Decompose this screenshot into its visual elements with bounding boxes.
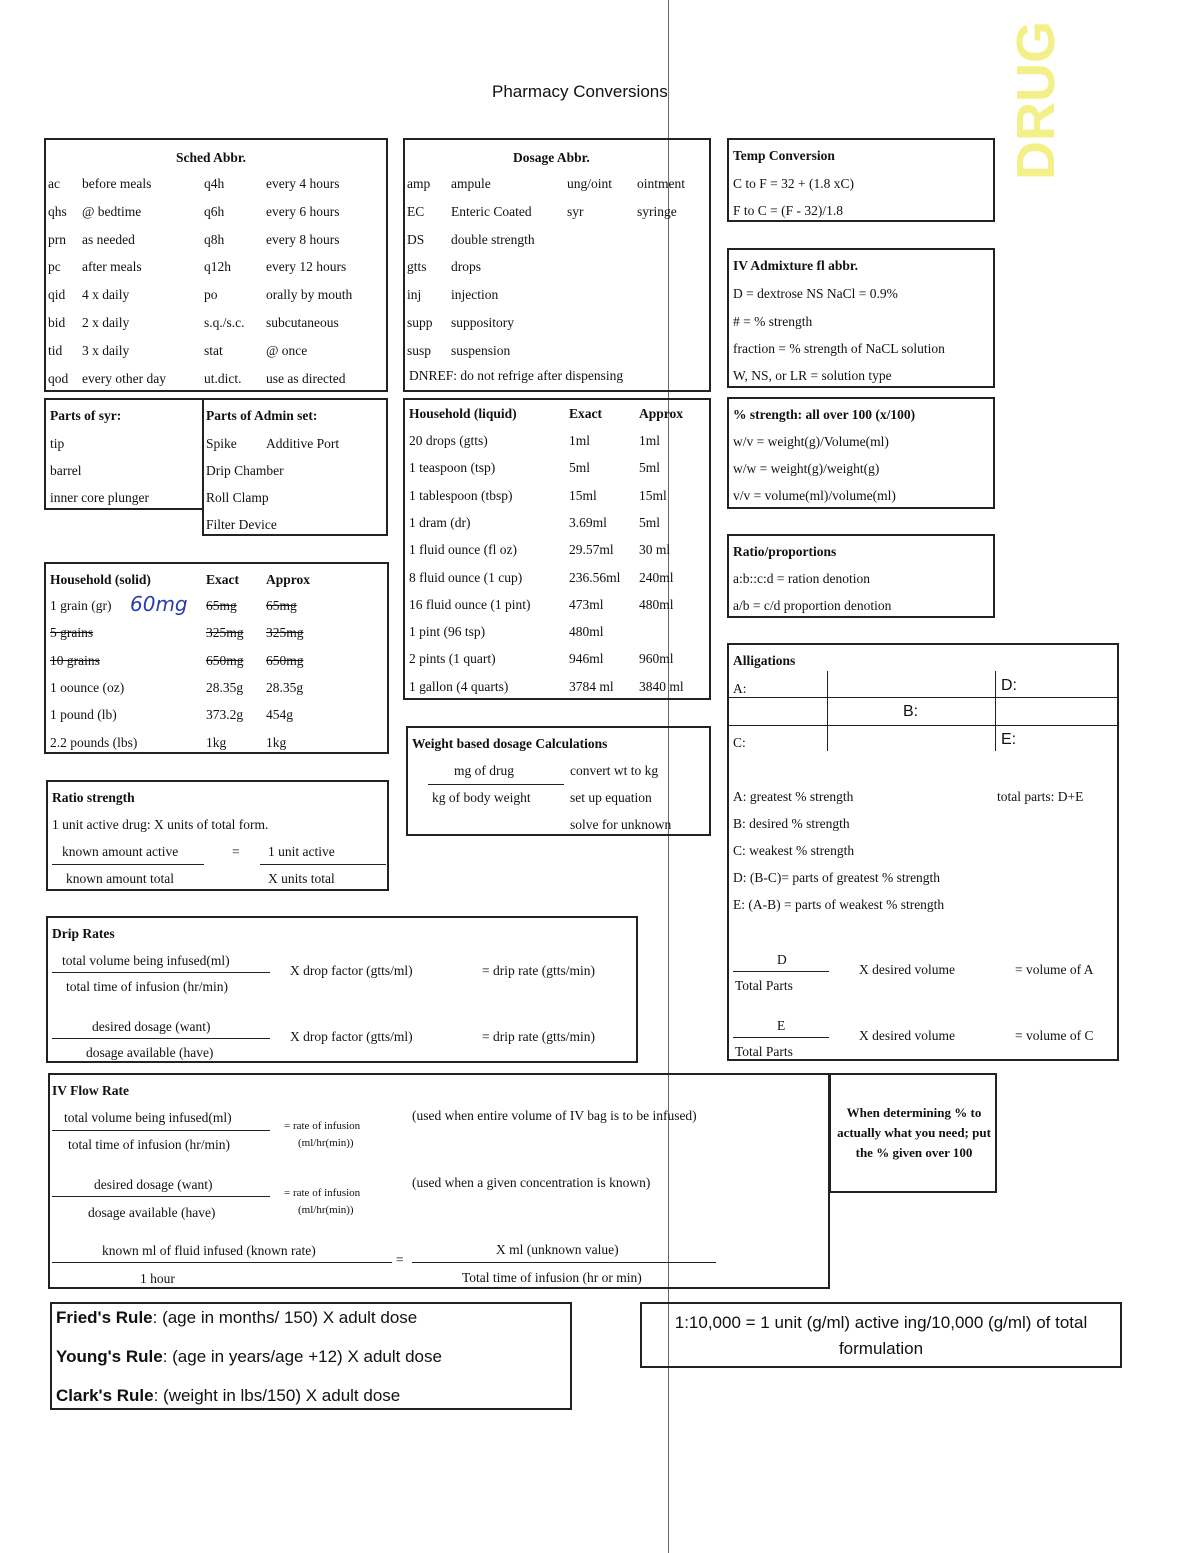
sched-cell: pc xyxy=(48,259,61,275)
sched-cell: every 8 hours xyxy=(266,231,340,247)
ratio-eq: = xyxy=(232,844,240,859)
dosage-cell: Enteric Coated xyxy=(451,203,532,219)
handwritten-note: 60mg xyxy=(130,592,188,616)
syr-item: tip xyxy=(50,436,65,451)
alligation-legend: B: desired % strength xyxy=(733,816,850,831)
dosage-cell: ointment xyxy=(637,176,685,191)
dosage-cell: EC xyxy=(407,203,425,219)
solid-cell: 325mg xyxy=(206,625,244,641)
ratio-note-box xyxy=(640,1302,1122,1368)
percent-strength-box xyxy=(727,397,995,509)
alligation-c: C: xyxy=(733,735,746,750)
solid-cell: 650mg xyxy=(266,652,304,668)
alligation-e: E: xyxy=(1001,731,1017,748)
admin-item: Drip Chamber xyxy=(206,463,284,478)
alligation-d: D: xyxy=(1001,677,1017,694)
alligation-legend: C: weakest % strength xyxy=(733,843,855,858)
solid-cell: 2.2 pounds (lbs) xyxy=(50,734,138,750)
dosage-cell: ung/oint xyxy=(567,176,613,191)
liquid-cell: 16 fluid ounce (1 pint) xyxy=(409,596,531,612)
weight-step: set up equation xyxy=(570,790,652,805)
sched-cell: use as directed xyxy=(266,370,346,386)
f2-num: E xyxy=(777,1018,786,1033)
liquid-cell: 946ml xyxy=(569,651,604,667)
fraction-line xyxy=(412,1262,716,1263)
drip-f2-den: dosage available (have) xyxy=(86,1045,214,1060)
liquid-cell: 20 drops (gtts) xyxy=(409,433,488,448)
ivf2-note: (used when a given concentration is known) xyxy=(412,1175,651,1190)
dosage-cell: drops xyxy=(451,259,481,275)
drip-f1-den: total time of infusion (hr/min) xyxy=(66,979,228,994)
liquid-cell: 29.57ml xyxy=(569,542,614,558)
alligation-b: B: xyxy=(903,703,919,720)
solid-cell: 10 grains xyxy=(50,652,100,668)
iv-admix-line: # = % strength xyxy=(733,314,813,329)
ratio-ln: known amount active xyxy=(62,844,179,859)
syr-item: barrel xyxy=(50,463,82,478)
ratio-strength-line: 1 unit active drug: X units of total form. xyxy=(52,817,269,832)
solid-cell: 1kg xyxy=(266,734,287,750)
admin-item: Spike xyxy=(206,436,237,451)
weight-dosage-box xyxy=(406,726,711,836)
grid-line xyxy=(827,671,828,751)
pediatric-rules-box xyxy=(50,1302,572,1410)
fraction-line xyxy=(52,864,204,865)
iv-admix-line: D = dextrose NS NaCl = 0.9% xyxy=(733,286,898,301)
strength-heading: % strength: all over 100 (x/100) xyxy=(733,407,916,422)
sched-cell: as needed xyxy=(82,231,135,247)
liquid-cell: 1ml xyxy=(639,433,661,448)
iv-flow-rate-box xyxy=(48,1073,830,1289)
liquid-cell: 5ml xyxy=(569,460,591,476)
syr-heading: Parts of syr: xyxy=(50,408,122,423)
household-solid-box xyxy=(44,562,389,754)
temp-line-2: F to C = (F - 32)/1.8 xyxy=(733,203,843,218)
liquid-cell: 1 fluid ounce (fl oz) xyxy=(409,542,517,558)
ivf3-eq: = xyxy=(396,1252,404,1267)
liquid-cell: 480ml xyxy=(639,596,674,612)
fraction-line xyxy=(260,864,386,865)
ratio-proportions-box xyxy=(727,534,995,618)
admin-heading: Parts of Admin set: xyxy=(206,408,318,423)
dosage-cell: double strength xyxy=(451,231,535,247)
weight-heading: Weight based dosage Calculations xyxy=(412,736,608,751)
fried-rule: Fried's Rule: (age in months/ 150) X adult dose xyxy=(56,1308,418,1327)
f1-num: D xyxy=(777,952,787,967)
sched-cell: ut.dict. xyxy=(204,370,242,386)
liquid-cell: 480ml xyxy=(569,624,604,640)
sched-cell: stat xyxy=(204,342,223,358)
liquid-cell: 15ml xyxy=(569,487,597,503)
liquid-cell: 1 teaspoon (tsp) xyxy=(409,460,496,476)
household-liquid-box xyxy=(403,398,711,700)
alligation-legend: A: greatest % strength xyxy=(733,789,854,804)
liquid-header: Approx xyxy=(639,406,684,421)
grid-line xyxy=(729,697,1117,698)
drug-watermark: DRUG xyxy=(1006,21,1066,180)
dosage-cell: inj xyxy=(407,287,422,303)
page-title: Pharmacy Conversions xyxy=(492,82,668,101)
ratio-note: 1:10,000 = 1 unit (g/ml) active ing/10,000 (g/ml) of total formulation xyxy=(674,1313,1088,1358)
grid-line xyxy=(995,671,996,751)
fraction-line xyxy=(52,1038,270,1039)
dosage-cell: suspension xyxy=(451,342,511,358)
solid-cell: 28.35g xyxy=(266,679,304,695)
solid-cell: 65mg xyxy=(206,598,237,613)
alligation-total: total parts: D+E xyxy=(997,789,1084,804)
sched-cell: q4h xyxy=(204,176,225,191)
f1-den: Total Parts xyxy=(735,978,793,993)
dosage-cell: syr xyxy=(567,203,584,219)
drip-f2-num: desired dosage (want) xyxy=(92,1019,211,1034)
alligations-box xyxy=(727,643,1119,1061)
young-rule: Young's Rule: (age in years/age +12) X adult dose xyxy=(56,1347,442,1366)
ivf1-r1: = rate of infusion xyxy=(284,1120,361,1132)
iv-admix-line: W, NS, or LR = solution type xyxy=(733,368,892,383)
drip-f1-mid: X drop factor (gtts/ml) xyxy=(290,963,413,978)
dosage-cell: gtts xyxy=(407,259,427,275)
sched-cell: tid xyxy=(48,342,63,358)
f2-den: Total Parts xyxy=(735,1044,793,1059)
sched-cell: bid xyxy=(48,315,66,330)
clark-rule: Clark's Rule: (weight in lbs/150) X adult dose xyxy=(56,1386,401,1405)
ratio-rd: X units total xyxy=(268,871,335,886)
solid-cell: 325mg xyxy=(266,625,304,641)
fraction-line xyxy=(52,972,270,973)
solid-cell: 1 oounce (oz) xyxy=(50,679,125,695)
ratio-rn: 1 unit active xyxy=(268,844,335,859)
liquid-cell: 1 dram (dr) xyxy=(409,514,471,530)
dosage-abbr-box xyxy=(403,138,711,392)
temp-conversion-box xyxy=(727,138,995,222)
solid-header: Approx xyxy=(266,572,311,587)
weight-den: kg of body weight xyxy=(432,790,531,805)
weight-step: solve for unknown xyxy=(570,817,672,832)
sched-cell: qhs xyxy=(48,203,67,219)
alligations-heading: Alligations xyxy=(733,653,796,668)
dosage-note: DNREF: do not refrige after dispensing xyxy=(409,368,624,383)
sched-cell: qod xyxy=(48,370,69,386)
fraction-line xyxy=(52,1262,392,1263)
sched-cell: subcutaneous xyxy=(266,315,339,330)
dosage-cell: ampule xyxy=(451,176,491,191)
liquid-cell: 1 tablespoon (tbsp) xyxy=(409,487,513,503)
ratio-prop-line: a:b::c:d = ration denotion xyxy=(733,571,870,586)
alligation-legend: D: (B-C)= parts of greatest % strength xyxy=(733,870,941,885)
dosage-cell: susp xyxy=(407,342,432,358)
syringe-parts-box xyxy=(44,398,204,510)
fraction-line xyxy=(52,1130,270,1131)
ivf2-den: dosage available (have) xyxy=(88,1205,216,1220)
solid-cell: 1kg xyxy=(206,734,227,750)
weight-step: convert wt to kg xyxy=(570,763,659,778)
drip-heading: Drip Rates xyxy=(52,926,115,941)
sched-cell: every 12 hours xyxy=(266,259,347,275)
f1-res: = volume of A xyxy=(1015,962,1094,977)
dosage-cell: suppository xyxy=(451,315,515,330)
liquid-cell: 240ml xyxy=(639,569,674,585)
sched-cell: 4 x daily xyxy=(82,287,130,303)
sched-cell: orally by mouth xyxy=(266,287,353,303)
fraction-line xyxy=(733,971,829,972)
weight-fraction-line xyxy=(428,784,564,785)
liquid-cell: 3.69ml xyxy=(569,514,607,530)
dosage-cell: supp xyxy=(407,315,433,330)
liquid-cell: 1 pint (96 tsp) xyxy=(409,624,486,640)
temp-line-1: C to F = 32 + (1.8 xC) xyxy=(733,176,854,191)
ratio-ld: known amount total xyxy=(66,871,174,886)
admin-set-box xyxy=(202,398,388,536)
ivf3-den2: Total time of infusion (hr or min) xyxy=(462,1270,642,1285)
ivf2-r1: = rate of infusion xyxy=(284,1187,361,1199)
sched-cell: before meals xyxy=(82,176,152,191)
ivf1-den: total time of infusion (hr/min) xyxy=(68,1137,230,1152)
solid-cell: 1 pound (lb) xyxy=(50,707,117,723)
ivf1-num: total volume being infused(ml) xyxy=(64,1110,232,1125)
liquid-cell: 8 fluid ounce (1 cup) xyxy=(409,569,523,585)
ratio-strength-box xyxy=(46,780,389,891)
drip-rates-box xyxy=(46,916,638,1063)
sched-cell: every other day xyxy=(82,370,166,386)
sched-cell: q6h xyxy=(204,203,225,219)
ratio-prop-heading: Ratio/proportions xyxy=(733,544,837,559)
liquid-cell: 236.56ml xyxy=(569,569,621,585)
solid-cell: 373.2g xyxy=(206,707,244,723)
sched-cell: every 4 hours xyxy=(266,176,340,191)
ivf3-num: known ml of fluid infused (known rate) xyxy=(102,1243,316,1258)
liquid-cell: 15ml xyxy=(639,487,667,503)
f2-mid: X desired volume xyxy=(859,1028,955,1043)
solid-header: Household (solid) xyxy=(50,572,151,587)
solid-header: Exact xyxy=(206,572,239,587)
ivf3-num2: X ml (unknown value) xyxy=(496,1242,619,1257)
sched-cell: qid xyxy=(48,287,66,303)
sched-heading: Sched Abbr. xyxy=(176,150,247,165)
solid-cell: 65mg xyxy=(266,598,297,613)
ivf2-num: desired dosage (want) xyxy=(94,1177,213,1192)
liquid-cell: 2 pints (1 quart) xyxy=(409,651,496,667)
weight-num: mg of drug xyxy=(454,763,514,778)
percent-note: When determining % to actually what you need; put the % given over 100 xyxy=(837,1105,991,1160)
sched-cell: po xyxy=(204,287,218,303)
f2-res: = volume of C xyxy=(1015,1028,1094,1043)
sched-cell: 2 x daily xyxy=(82,315,130,330)
liquid-cell: 960ml xyxy=(639,651,674,667)
liquid-cell: 3840 ml xyxy=(639,678,684,694)
ratio-prop-line: a/b = c/d proportion denotion xyxy=(733,598,892,613)
ivf3-den: 1 hour xyxy=(140,1271,175,1286)
sched-cell: 3 x daily xyxy=(82,342,130,358)
solid-cell: 5 grains xyxy=(50,625,94,641)
liquid-cell: 30 ml xyxy=(639,542,671,558)
grid-line xyxy=(729,725,1117,726)
solid-cell: 650mg xyxy=(206,652,244,668)
sched-cell: after meals xyxy=(82,259,142,275)
liquid-header: Exact xyxy=(569,406,602,421)
ivf2-r2: (ml/hr(min)) xyxy=(298,1204,354,1216)
admin-item: Roll Clamp xyxy=(206,490,269,505)
solid-cell: 454g xyxy=(266,707,293,723)
liquid-cell: 473ml xyxy=(569,596,604,612)
iv-admixture-box xyxy=(727,248,995,388)
liquid-header: Household (liquid) xyxy=(409,406,517,421)
admin-extra: Additive Port xyxy=(266,436,340,451)
drip-f2-res: = drip rate (gtts/min) xyxy=(482,1029,595,1044)
liquid-cell: 5ml xyxy=(639,514,661,530)
syr-item: inner core plunger xyxy=(50,490,149,505)
temp-heading: Temp Conversion xyxy=(733,148,835,163)
strength-line: w/v = weight(g)/Volume(ml) xyxy=(733,434,889,449)
sched-abbr-box xyxy=(44,138,388,392)
percent-note-box xyxy=(829,1073,997,1193)
drip-f1-num: total volume being infused(ml) xyxy=(62,953,230,968)
iv-admix-heading: IV Admixture fl abbr. xyxy=(733,258,859,273)
sched-cell: s.q./s.c. xyxy=(204,315,245,330)
liquid-cell: 1ml xyxy=(569,433,591,448)
ivf1-note: (used when entire volume of IV bag is to be infused) xyxy=(412,1108,697,1123)
liquid-cell: 1 gallon (4 quarts) xyxy=(409,678,509,694)
dosage-cell: syringe xyxy=(637,203,677,219)
sched-cell: prn xyxy=(48,231,66,247)
liquid-cell: 3784 ml xyxy=(569,678,614,694)
dosage-heading: Dosage Abbr. xyxy=(513,150,590,165)
dosage-cell: amp xyxy=(407,176,431,191)
sched-cell: q12h xyxy=(204,259,231,275)
alligation-a: A: xyxy=(733,681,747,696)
sched-cell: @ bedtime xyxy=(82,203,142,219)
alligation-legend: E: (A-B) = parts of weakest % strength xyxy=(733,897,945,912)
sched-cell: every 6 hours xyxy=(266,203,340,219)
sched-cell: ac xyxy=(48,176,60,191)
ivf1-r2: (ml/hr(min)) xyxy=(298,1137,354,1149)
admin-item: Filter Device xyxy=(206,517,277,532)
strength-line: w/w = weight(g)/weight(g) xyxy=(733,461,880,476)
solid-cell: 28.35g xyxy=(206,679,244,695)
ivflow-heading: IV Flow Rate xyxy=(52,1083,129,1098)
fraction-line xyxy=(733,1037,829,1038)
dosage-cell: DS xyxy=(407,231,425,247)
strength-line: v/v = volume(ml)/volume(ml) xyxy=(733,488,896,503)
solid-cell: 1 grain (gr) xyxy=(50,598,112,613)
drip-f2-mid: X drop factor (gtts/ml) xyxy=(290,1029,413,1044)
liquid-cell: 5ml xyxy=(639,460,661,476)
fraction-line xyxy=(52,1196,270,1197)
iv-admix-line: fraction = % strength of NaCL solution xyxy=(733,341,945,356)
dosage-cell: injection xyxy=(451,287,499,303)
drip-f1-res: = drip rate (gtts/min) xyxy=(482,963,595,978)
ratio-strength-heading: Ratio strength xyxy=(52,790,135,805)
f1-mid: X desired volume xyxy=(859,962,955,977)
sched-cell: @ once xyxy=(266,342,308,358)
sched-cell: q8h xyxy=(204,231,225,247)
